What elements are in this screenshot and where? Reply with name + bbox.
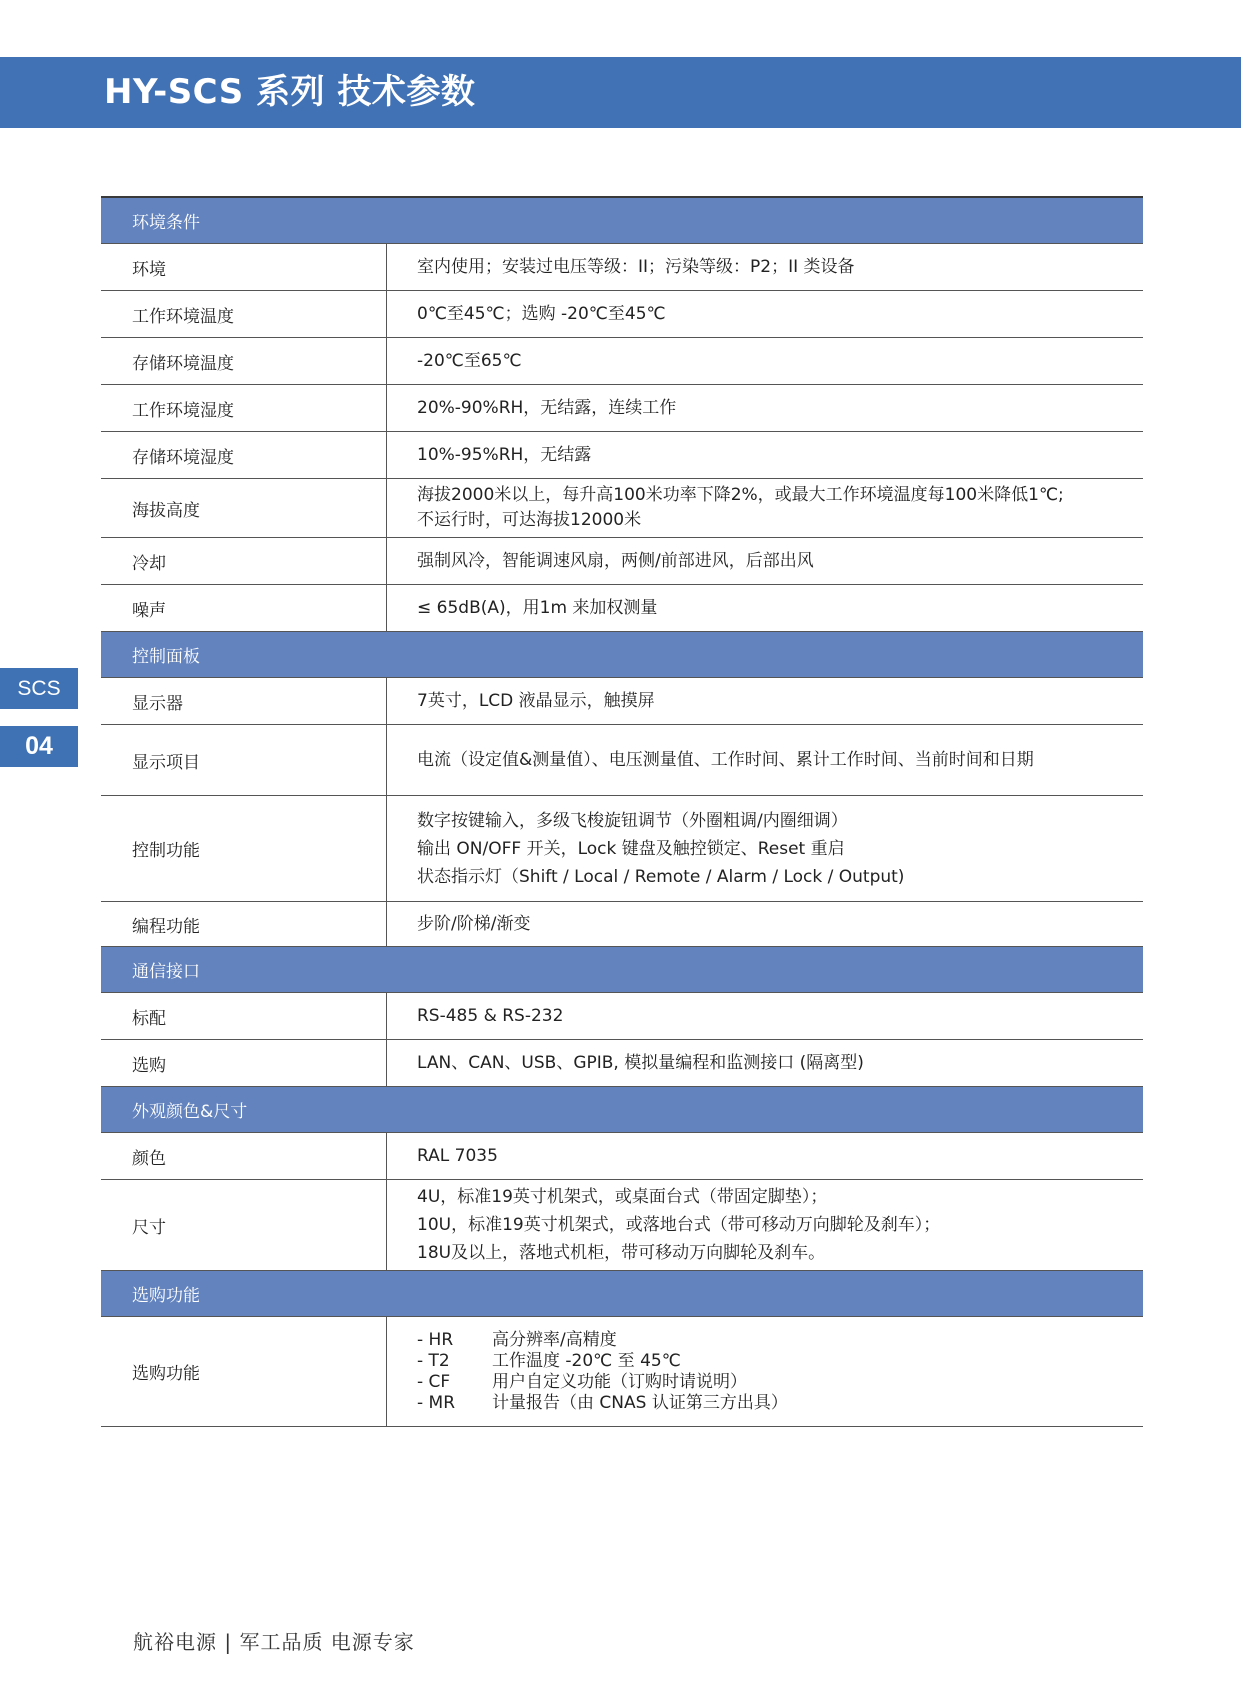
table-row: [101, 291, 1143, 338]
table-row: [101, 479, 1143, 538]
row-value: [387, 725, 1143, 795]
row-label: 选购: [101, 1040, 387, 1086]
value-line: LAN、CAN、USB、GPIB, 模拟量编程和监测接口 (隔离型): [417, 1052, 864, 1073]
footer-slogan: 航裕电源 | 军工品质 电源专家: [133, 1630, 415, 1654]
value-line: RAL 7035: [417, 1145, 498, 1166]
option-code: - CF: [417, 1371, 451, 1392]
value-line: 强制风冷，智能调速风扇，两侧/前部进风，后部出风: [417, 550, 814, 571]
row-label: 显示器: [101, 678, 387, 724]
table-row: [101, 1317, 1143, 1427]
section-header-control-panel: [101, 632, 1143, 678]
option-code: - MR: [417, 1392, 456, 1413]
row-label: 工作环境湿度: [101, 385, 387, 431]
table-row: [101, 338, 1143, 385]
table-row: [101, 678, 1143, 725]
value-line: 状态指示灯（Shift / Local / Remote / Alarm / Lock / Output): [417, 866, 905, 887]
table-row: [101, 725, 1143, 796]
table-row: [101, 1180, 1143, 1271]
row-value: [387, 1180, 1143, 1270]
value-line: 20%-90%RH，无结露，连续工作: [417, 397, 677, 418]
row-label: 存储环境温度: [101, 338, 387, 384]
table-row: [101, 385, 1143, 432]
table-row: [101, 585, 1143, 632]
section-title: 选购功能: [132, 1286, 200, 1306]
value-line: 4U，标准19英寸机架式，或桌面台式（带固定脚垫）；: [417, 1187, 828, 1207]
row-value: [387, 538, 1143, 584]
table-row: [101, 1040, 1143, 1087]
section-title: 通信接口: [132, 962, 200, 982]
section-title: 控制面板: [132, 647, 200, 667]
row-label: 尺寸: [101, 1180, 387, 1270]
value-line: ≤ 65dB(A)，用1m 来加权测量: [417, 597, 658, 618]
section-header-options: [101, 1271, 1143, 1317]
row-label: 存储环境湿度: [101, 432, 387, 478]
section-header-environment: [101, 198, 1143, 244]
option-desc: 高分辨率/高精度: [492, 1329, 617, 1350]
section-header-appearance: [101, 1087, 1143, 1133]
section-title: 环境条件: [132, 213, 200, 233]
series-tab: SCS: [0, 668, 78, 709]
row-value: [387, 1317, 1143, 1426]
table-row: [101, 432, 1143, 479]
value-line: 7英寸，LCD 液晶显示，触摸屏: [417, 690, 655, 711]
value-line: 步阶/阶梯/渐变: [417, 913, 531, 934]
row-value: [387, 244, 1143, 290]
option-desc: 工作温度 -20℃ 至 45℃: [492, 1350, 681, 1371]
row-value: [387, 993, 1143, 1039]
row-value: [387, 479, 1143, 537]
value-line: 数字按键输入，多级飞梭旋钮调节（外圈粗调/内圈细调）: [417, 810, 848, 831]
row-value: [387, 338, 1143, 384]
row-label: 冷却: [101, 538, 387, 584]
table-row: [101, 1133, 1143, 1180]
value-line: 输出 ON/OFF 开关，Lock 键盘及触控锁定、Reset 重启: [417, 838, 845, 859]
value-line: 室内使用；安装过电压等级：II；污染等级：P2；II 类设备: [417, 256, 855, 277]
row-label: 环境: [101, 244, 387, 290]
row-value: [387, 1133, 1143, 1179]
row-value: [387, 902, 1143, 946]
table-row: [101, 993, 1143, 1040]
table-row: [101, 244, 1143, 291]
row-label: 控制功能: [101, 796, 387, 901]
row-value: [387, 585, 1143, 631]
option-desc: 计量报告（由 CNAS 认证第三方出具）: [492, 1392, 788, 1413]
value-line: 0℃至45℃；选购 -20℃至45℃: [417, 303, 666, 324]
value-line: 海拔2000米以上，每升高100米功率下降2%，或最大工作环境温度每100米降低1℃;: [417, 485, 1064, 505]
row-label: 编程功能: [101, 902, 387, 946]
row-label: 标配: [101, 993, 387, 1039]
section-header-communication: [101, 947, 1143, 993]
row-value: [387, 1040, 1143, 1086]
option-code: - T2: [417, 1350, 450, 1371]
value-line: 不运行时，可达海拔12000米: [417, 510, 642, 530]
row-value: [387, 291, 1143, 337]
table-row: [101, 796, 1143, 902]
table-row: [101, 902, 1143, 947]
row-label: 海拔高度: [101, 479, 387, 537]
row-value: [387, 385, 1143, 431]
value-line: -20℃至65℃: [417, 350, 522, 371]
value-line: 10%-95%RH，无结露: [417, 444, 592, 465]
options-list: [417, 1330, 1143, 1414]
value-line: RS-485 & RS-232: [417, 1005, 564, 1026]
table-row: [101, 538, 1143, 585]
value-line: 18U及以上，落地式机柜，带可移动万向脚轮及刹车。: [417, 1243, 826, 1263]
value-line: 电流（设定值&测量值）、电压测量值、工作时间、累计工作时间、当前时间和日期: [417, 749, 1034, 770]
row-label: 工作环境温度: [101, 291, 387, 337]
row-label: 噪声: [101, 585, 387, 631]
section-title: 外观颜色&尺寸: [132, 1102, 248, 1122]
value-line: 10U，标准19英寸机架式，或落地台式（带可移动万向脚轮及刹车）；: [417, 1215, 941, 1235]
row-label: 显示项目: [101, 725, 387, 795]
spec-table: [101, 196, 1143, 1427]
row-value: [387, 678, 1143, 724]
option-desc: 用户自定义功能（订购时请说明）: [492, 1371, 747, 1392]
row-label: 颜色: [101, 1133, 387, 1179]
row-label: 选购功能: [101, 1317, 387, 1426]
page-title: HY-SCS 系列 技术参数: [104, 72, 476, 112]
header-bar: [0, 57, 1241, 128]
page-number-tab: 04: [0, 726, 78, 767]
option-code: - HR: [417, 1329, 454, 1350]
row-value: [387, 432, 1143, 478]
row-value: [387, 796, 1143, 901]
